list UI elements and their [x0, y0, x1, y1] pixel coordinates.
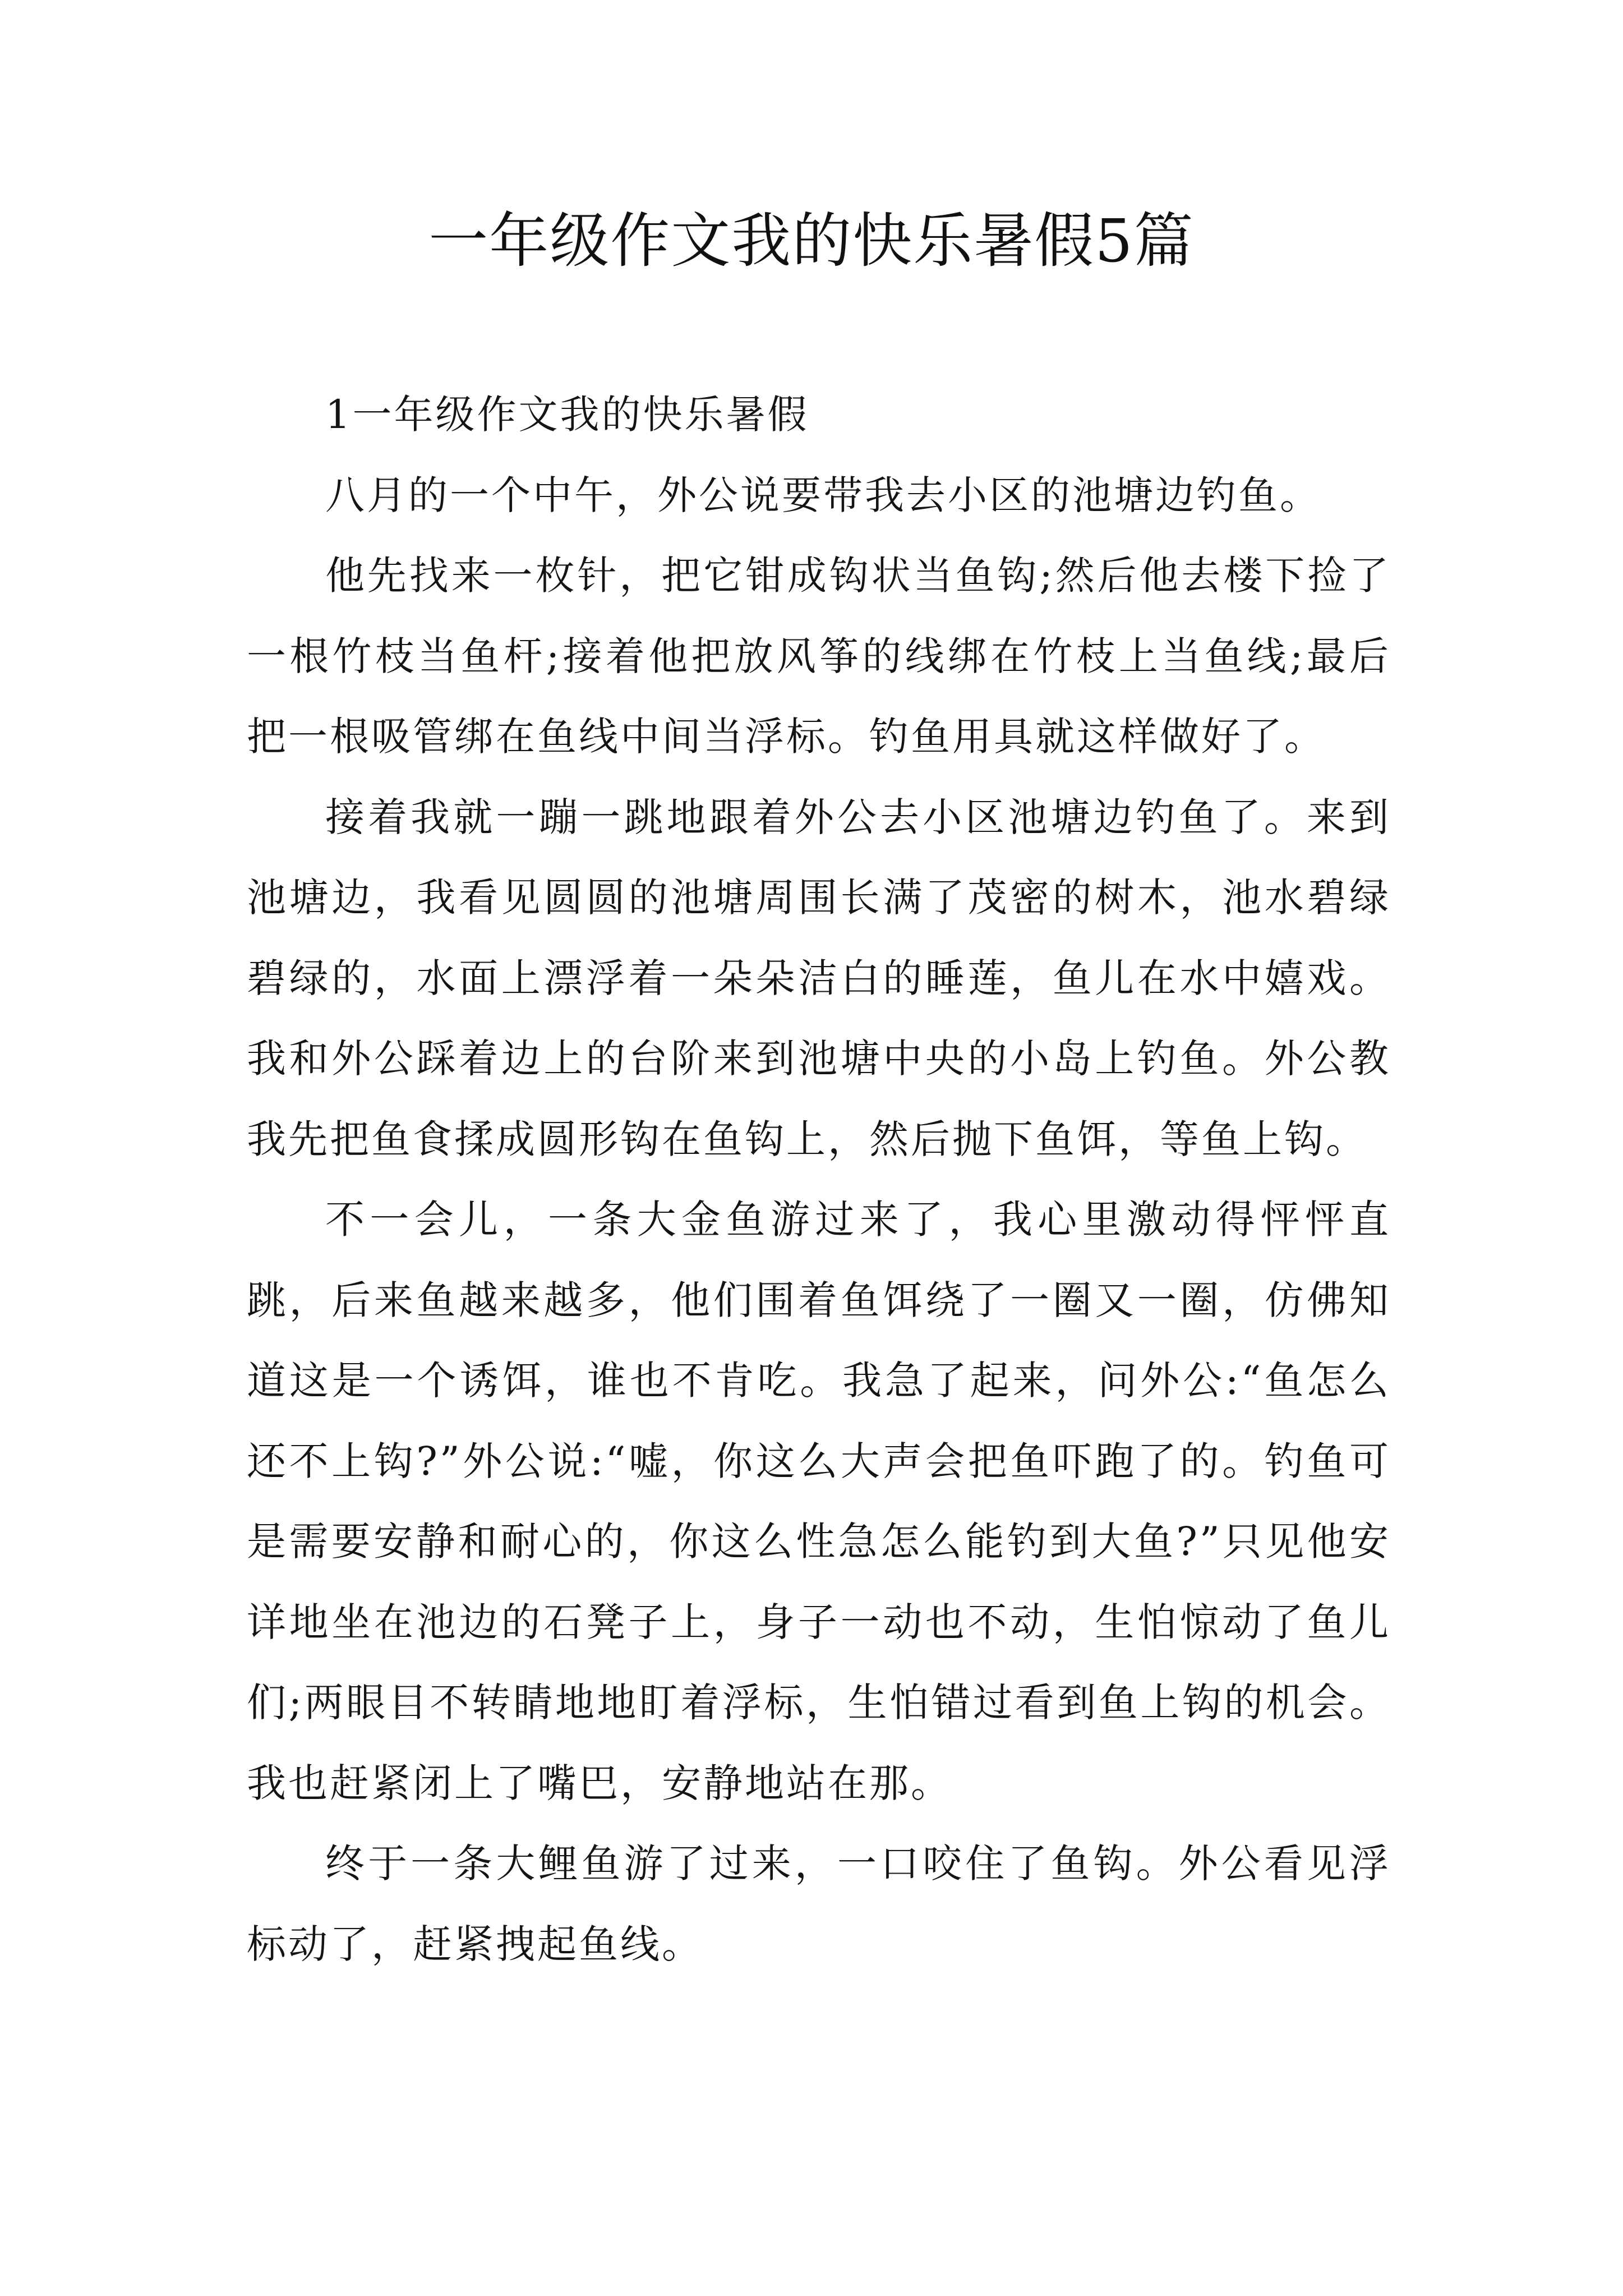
paragraph: 八月的一个中午，外公说要带我去小区的池塘边钓鱼。	[325, 472, 1321, 518]
document-title: 一年级作文我的快乐暑假5篇	[428, 206, 1195, 275]
paragraph: 接着我就一蹦一跳地跟着外公去小区池塘边钓鱼了。来到池塘边，我看见圆圆的池塘周围长满了茂密的树木，池水碧绿碧绿的，水面上漂浮着一朵朵洁白的睡莲，鱼儿在水中嬉戏。我和外公踩着边上的台阶来到池塘中央的小岛上钓鱼。外公教我先把鱼食揉成圆形钩在鱼钩上，然后抛下鱼饵，等鱼上钩。	[247, 794, 1391, 1162]
paragraph: 他先找来一枚针，把它钳成钩状当鱼钩;然后他去楼下捡了一根竹枝当鱼杆;接着他把放风筝的线绑在竹枝上当鱼线;最后把一根吸管绑在鱼线中间当浮标。钓鱼用具就这样做好了。	[247, 553, 1391, 760]
paragraph: 不一会儿，一条大金鱼游过来了，我心里激动得怦怦直跳，后来鱼越来越多，他们围着鱼饵绕了一圈又一圈，仿佛知道这是一个诱饵，谁也不肯吃。我急了起来，问外公:“鱼怎么还不上钩?”外公说:“嘘，你这么大声会把鱼吓跑了的。钓鱼可是需要安静和耐心的，你这么性急怎么能钓到大鱼?”只见他安详地坐在池边的石凳子上，身子一动也不动，生怕惊动了鱼儿们;两眼目不转睛地地盯着浮标，生怕错过看到鱼上钩的机会。我也赶紧闭上了嘴巴，安静地站在那。	[247, 1197, 1391, 1806]
document-body	[247, 375, 1391, 1985]
section-heading: 1一年级作文我的快乐暑假	[325, 392, 809, 438]
paragraph: 终于一条大鲤鱼游了过来，一口咬住了鱼钩。外公看见浮标动了，赶紧拽起鱼线。	[247, 1841, 1391, 1967]
